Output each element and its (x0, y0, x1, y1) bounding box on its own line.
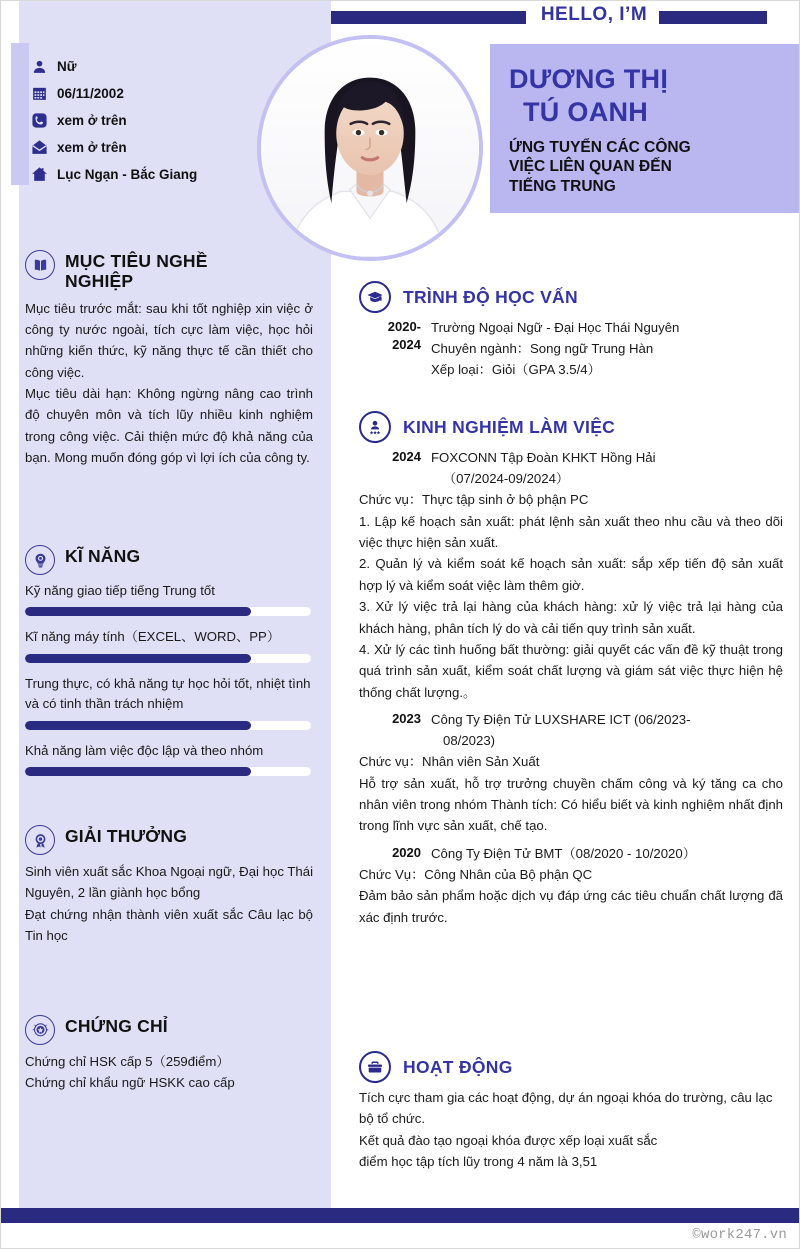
experience-position: Chức vụ：Thực tập sinh ở bộ phận PC (359, 492, 589, 508)
experience-duty: 3. Xử lý việc trả lại hàng của khách hàng: xử lý việc trả lại hàng của khách hàng, phân tích lý do và cải tiến quy trình sản xuất. (359, 599, 783, 636)
sidebar-accent-notch (11, 43, 29, 185)
section-experience-title: KINH NGHIỆM LÀM VIỆC (403, 416, 616, 437)
section-awards-title: GIẢI THƯỞNG (65, 826, 188, 846)
name-line-2: TÚ OANH (523, 96, 649, 127)
experience-company-period: （07/2024-09/2024） (443, 471, 570, 487)
section-skills (25, 544, 313, 787)
experience-company-period: 08/2023) (443, 733, 496, 749)
briefcase-icon (359, 1051, 391, 1083)
footer-bar (1, 1208, 800, 1223)
job-target-line-1: ỨNG TUYỂN CÁC CÔNG (509, 138, 691, 156)
section-awards-header (25, 824, 313, 855)
name-line-1: DƯƠNG THỊ (509, 64, 669, 94)
experience-position: Chức Vụ：Công Nhân của Bộ phận QC (359, 866, 593, 882)
experience-duty: 4. Xử lý các tình huống bất thường: giải quyết các vấn đề kỹ thuật trong quá trình sản xuất, kiểm soát chất lượng và giám sát việc thực hiện hệ thống chất lượng.。 (359, 641, 783, 700)
objective-paragraph-1: Mục tiêu trước mắt: sau khi tốt nghiệp xin việc ở công ty nước ngoài, tích cực làm việc, học hỏi những kiến thức, kỹ năng thực tế cần thiết cho công việc. (25, 300, 313, 380)
job-target-line-3: TIẾNG TRUNG (509, 177, 616, 195)
skill-item (25, 674, 313, 730)
experience-company (431, 843, 783, 864)
skill-progress-fill (25, 654, 251, 663)
skill-item (25, 741, 313, 776)
section-experience-header (359, 411, 783, 443)
skill-label: Trung thực, có khả năng tự học hỏi tốt, nhiệt tình và có tinh thần trách nhiệm (25, 675, 311, 712)
section-activities-header (359, 1051, 783, 1083)
section-awards-body (25, 861, 313, 947)
section-awards (25, 824, 313, 947)
section-certificates-header (25, 1014, 313, 1045)
education-details (431, 317, 783, 380)
experience-duty: 1. Lập kế hoạch sản xuất: phát lệnh sản xuất theo nhu cầu và theo dõi việc thực hiện sản xuất. (359, 513, 783, 550)
award-line-1: Sinh viên xuất sắc Khoa Ngoại ngữ, Đại học Thái Nguyên, 2 lần giành học bổng (25, 864, 313, 901)
contact-item-gender (31, 53, 311, 80)
skill-progress-bar (25, 721, 311, 730)
objective-title-line-2: NGHIỆP (65, 271, 134, 292)
award-line-2: Đạt chứng nhận thành viên xuất sắc Câu lạc bộ Tin học (25, 906, 313, 944)
contact-value-phone: xem ở trên (57, 113, 127, 128)
phone-icon (31, 112, 57, 129)
certificate-line-1: Chứng chỉ HSK cấp 5（259điểm） (25, 1054, 230, 1069)
experience-body (359, 864, 783, 928)
skill-progress-fill (25, 721, 251, 730)
experience-company-name: FOXCONN Tập Đoàn KHKT Hồng Hải (431, 450, 656, 465)
education-year-line-2: 2024 (392, 336, 421, 352)
experience-entry (359, 447, 783, 489)
objective-paragraph-2: Mục tiêu dài hạn: Không ngừng nâng cao trình độ chuyên môn và tích lũy nhiều kinh nghiệm trong công việc. Cải thiện mức độ khả năng của bạn. Mong muốn đóng góp vì lợi ích của công ty. (25, 386, 313, 466)
skill-item (25, 627, 313, 662)
skill-progress-fill (25, 607, 251, 616)
experience-duty: Đảm bảo sản phẩm hoặc dịch vụ đáp ứng các tiêu chuẩn chất lượng đã xác định trước. (359, 888, 783, 925)
experience-duty: 2. Quản lý và kiểm soát kế hoạch sản xuất: sắp xếp tiến độ sản xuất hợp lý và kiểm soát việc làm thêm giờ. (359, 556, 783, 593)
contact-value-birthdate: 06/11/2002 (57, 86, 124, 101)
top-bar-short (659, 11, 767, 24)
avatar (257, 35, 483, 261)
experience-company (431, 447, 783, 489)
activity-line-3: điểm học tập tích lũy trong 4 năm là 3,51 (359, 1154, 598, 1170)
name-block (509, 63, 799, 196)
skill-progress-fill (25, 767, 251, 776)
section-skills-title: KĨ NĂNG (65, 546, 141, 566)
experience-company-name: Công Ty Điện Tử BMT（08/2020 - 10/2020） (431, 845, 696, 861)
graduation-cap-icon (359, 281, 391, 313)
hello-label: HELLO, I’M (540, 4, 648, 25)
job-target (509, 138, 799, 197)
education-entry (359, 317, 783, 380)
education-school: Trường Ngoại Ngữ - Đại Học Thái Nguyên (431, 320, 680, 335)
section-education (359, 281, 783, 380)
idea-head-icon (25, 545, 55, 575)
experience-duty: Hỗ trợ sản xuất, hỗ trợ trưởng chuyền chấm công và ký tăng ca cho nhân viên trong nhóm Thành tích: Có hiểu biết và kinh nghiệm nhất định trong lĩnh vực sản xuất, chế tạo. (359, 775, 783, 834)
activity-line-2: Kết quả đào tạo ngoại khóa được xếp loại xuất sắc (359, 1132, 658, 1148)
full-name (509, 63, 799, 129)
skill-label: Kỹ năng giao tiếp tiếng Trung tốt (25, 583, 215, 598)
person-icon (31, 58, 57, 75)
section-education-header (359, 281, 783, 313)
education-year (359, 317, 421, 380)
section-certificates-title: CHỨNG CHỈ (65, 1016, 168, 1036)
contact-value-address: Lục Ngạn - Bắc Giang (57, 167, 198, 182)
experience-entry (359, 843, 783, 864)
education-year-line-1: 2020- (387, 319, 421, 334)
skill-label: Kĩ năng máy tính（EXCEL、WORD、PP） (25, 629, 281, 645)
skill-item (25, 581, 313, 616)
section-certificates (25, 1014, 313, 1094)
contact-value-email: xem ở trên (57, 140, 127, 155)
experience-body (359, 751, 783, 837)
experience-position: Chức vụ：Nhân viên Sản Xuất (359, 754, 540, 770)
section-experience (359, 411, 783, 928)
activity-line-1: Tích cực tham gia các hoạt động, dự án ngoại khóa do trường, câu lạc bộ tổ chức. (359, 1090, 773, 1127)
skills-list (25, 581, 313, 776)
section-education-title: TRÌNH ĐỘ HỌC VẤN (403, 286, 578, 307)
person-star-icon (359, 411, 391, 443)
section-objective-header (25, 249, 313, 292)
contact-value-gender: Nữ (57, 59, 77, 74)
certificate-line-2: Chứng chỉ khẩu ngữ HSKK cao cấp (25, 1075, 235, 1091)
section-objective-title (65, 249, 208, 292)
skill-progress-bar (25, 767, 311, 776)
section-certificates-body (25, 1051, 313, 1094)
email-icon (31, 139, 57, 156)
experience-company-name: Công Ty Điện Tử LUXSHARE ICT (06/2023- (431, 712, 691, 727)
section-objective (25, 249, 313, 469)
certificate-icon (25, 1015, 55, 1045)
job-target-line-2: VIỆC LIÊN QUAN ĐẾN (509, 158, 672, 176)
watermark: ©work247.vn (692, 1227, 787, 1243)
section-objective-body (25, 298, 313, 469)
skill-progress-bar (25, 607, 311, 616)
experience-entry (359, 709, 783, 751)
section-activities (359, 1051, 783, 1173)
experience-body (359, 489, 783, 703)
section-skills-header (25, 544, 313, 575)
experience-year: 2020 (392, 844, 421, 860)
objective-title-line-1: MỤC TIÊU NGHỀ (65, 251, 208, 271)
skill-progress-bar (25, 654, 311, 663)
open-book-icon (25, 250, 55, 280)
skill-label: Khả năng làm việc độc lập và theo nhóm (25, 742, 264, 758)
medal-icon (25, 825, 55, 855)
calendar-icon (31, 85, 57, 102)
section-activities-title: HOẠT ĐỘNG (403, 1056, 513, 1077)
home-icon (31, 166, 57, 183)
experience-year: 2024 (392, 449, 421, 464)
experience-year: 2023 (392, 711, 421, 726)
experience-company (431, 709, 783, 751)
education-grade: Xếp loại：Giỏi（GPA 3.5/4） (431, 362, 601, 378)
section-activities-body (359, 1087, 783, 1173)
education-major: Chuyên ngành：Song ngữ Trung Hàn (431, 341, 654, 357)
